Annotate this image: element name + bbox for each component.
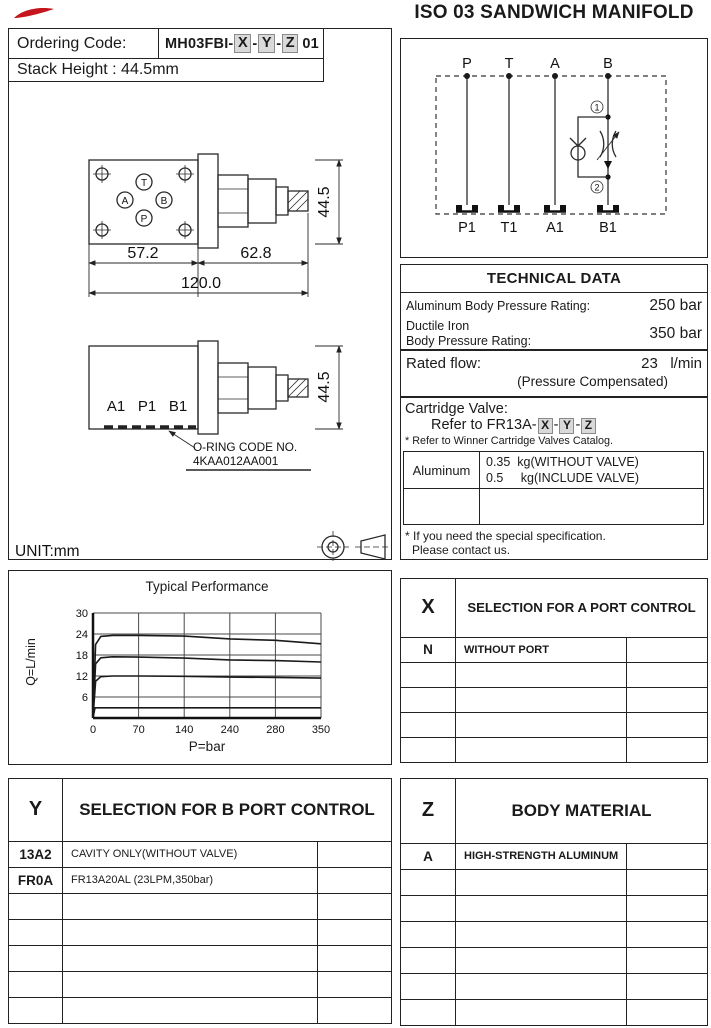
row-extra-cell [318, 920, 391, 945]
row-extra-cell [627, 948, 707, 973]
row-extra-cell [318, 894, 391, 919]
schem-port-b1: B1 [599, 220, 617, 236]
table-row [9, 894, 391, 920]
port-b-label: B [160, 196, 168, 207]
row-description [63, 972, 318, 997]
rated-flow-value: 23 l/min [641, 355, 702, 372]
technical-data-header: TECHNICAL DATA [401, 265, 707, 293]
code-prefix: MH03FBI- [165, 35, 234, 52]
row-extra-cell [627, 713, 707, 737]
technical-drawing [9, 29, 393, 561]
ordering-code-label: Ordering Code: [9, 29, 159, 58]
schem-port-p1: P1 [458, 220, 476, 236]
cart-box-x: X [538, 418, 553, 434]
oring-code-number: 4KAA012AA001 [193, 454, 279, 468]
table-row [401, 738, 707, 763]
table-row [401, 922, 707, 948]
row-extra-cell [627, 1000, 707, 1026]
stack-height-row: Stack Height : 44.5mm [9, 59, 324, 82]
schem-port-p: P [462, 56, 472, 72]
weight-include-valve: 0.5 kg(INCLUDE VALVE) [486, 471, 640, 486]
svg-text:0: 0 [89, 724, 97, 736]
row-code [401, 738, 456, 763]
row-extra-cell [627, 638, 707, 662]
table-y-code: Y [9, 779, 63, 841]
row-extra-cell [627, 974, 707, 999]
row-extra-cell [318, 998, 391, 1024]
oring-callout [169, 431, 311, 470]
dimensions-side-view [315, 346, 343, 429]
table-x-code: X [401, 579, 456, 637]
selection-table-a-port [400, 578, 708, 763]
chart-title: Typical Performance [145, 579, 269, 594]
table-row [401, 896, 707, 922]
cart-box-z: Z [581, 418, 595, 434]
dim-57-2: 57.2 [127, 245, 159, 262]
row-extra-cell [627, 688, 707, 712]
row-code [401, 974, 456, 999]
row-code [401, 948, 456, 973]
row-description: HIGH-STRENGTH ALUMINUM [456, 844, 627, 869]
port-p-label: P [140, 214, 148, 225]
cartridge-valve-ref [405, 417, 703, 434]
row-code [401, 922, 456, 947]
row-code: N [401, 638, 456, 662]
port-markers [117, 174, 172, 226]
cartridge-valve-section [401, 398, 707, 451]
iron-pressure-row [401, 319, 707, 351]
row-description [456, 688, 627, 712]
row-extra-cell [318, 868, 391, 893]
table-y-title: SELECTION FOR B PORT CONTROL [79, 799, 375, 819]
row-extra-cell [627, 663, 707, 687]
svg-text:12: 12 [75, 671, 88, 683]
row-code [9, 894, 63, 919]
cartridge-valve-profile [198, 154, 308, 248]
chart-y-axis-label: Q=L/min [24, 638, 38, 686]
curve-3lpm [93, 708, 321, 718]
row-description: CAVITY ONLY(WITHOUT VALVE) [63, 842, 318, 867]
cart-sep1: - [553, 417, 559, 433]
row-code [9, 972, 63, 997]
dimensions-top-view [89, 160, 343, 297]
svg-text:6: 6 [81, 692, 88, 704]
side-port-b1: B1 [168, 398, 188, 415]
flow-lines [467, 76, 608, 205]
row-extra-cell [627, 738, 707, 763]
iron-pressure-value: 350 bar [649, 325, 702, 342]
unit-label: UNIT:mm [15, 543, 80, 560]
table-z-header [401, 779, 707, 844]
row-description [456, 663, 627, 687]
weight-material: Aluminum [404, 452, 480, 488]
weight-without-valve: 0.35 kg(WITHOUT VALVE) [486, 455, 639, 469]
table-z-title: BODY MATERIAL [511, 800, 652, 820]
cart-box-y: Y [559, 418, 574, 434]
hydraulic-schematic-box [400, 38, 708, 258]
code-box-y: Y [258, 34, 275, 53]
svg-text:140: 140 [175, 724, 194, 736]
table-row [9, 998, 391, 1024]
port-a-label: A [121, 196, 129, 207]
table-row [401, 713, 707, 738]
side-view [89, 341, 343, 470]
table-row [9, 920, 391, 946]
hydraulic-schematic [401, 39, 709, 259]
port-t-label: T [140, 178, 148, 189]
dim-62-8: 62.8 [240, 245, 272, 262]
table-row [401, 974, 707, 1000]
technical-data-box [400, 264, 708, 560]
iron-pressure-label-2: Body Pressure Rating: [406, 334, 532, 348]
schem-port-t: T [504, 56, 514, 72]
special-spec-note [401, 527, 707, 559]
table-y-body [9, 842, 391, 1024]
svg-text:24: 24 [75, 629, 88, 641]
row-code [9, 920, 63, 945]
row-code [9, 946, 63, 971]
row-code: 13A2 [9, 842, 63, 867]
rated-flow-row [401, 351, 707, 398]
table-row [9, 972, 391, 998]
projection-symbol-icon [317, 531, 391, 561]
table-row [401, 870, 707, 896]
dim-44-5-side: 44.5 [316, 371, 333, 403]
table-row [401, 638, 707, 663]
row-description [456, 713, 627, 737]
row-code [9, 998, 63, 1024]
code-box-x: X [234, 34, 251, 53]
body-material-table [400, 778, 708, 1026]
chart-x-axis-label: P=bar [188, 739, 226, 754]
row-description: FR13A20AL (23LPM,350bar) [63, 868, 318, 893]
page-title: ISO 03 SANDWICH MANIFOLD [414, 2, 694, 23]
row-code [401, 688, 456, 712]
row-description [456, 1000, 627, 1026]
cartridge-footnote: * Refer to Winner Cartridge Valves Catalog. [405, 434, 614, 447]
row-code [401, 713, 456, 737]
code-suffix: 01 [302, 35, 319, 52]
row-extra-cell [627, 922, 707, 947]
svg-text:240: 240 [220, 724, 239, 736]
schem-port-a: A [550, 56, 560, 72]
schem-port-b: B [603, 56, 613, 72]
node-1-label: 1 [594, 102, 600, 113]
row-code [401, 870, 456, 895]
top-view [89, 154, 343, 297]
row-code: A [401, 844, 456, 869]
table-z-body [401, 844, 707, 1026]
table-row [9, 946, 391, 972]
row-extra-cell [627, 896, 707, 921]
dim-44-5-top: 44.5 [316, 186, 333, 218]
table-x-header [401, 579, 707, 638]
row-description [456, 922, 627, 947]
bottom-port-symbols [456, 205, 619, 212]
table-x-title: SELECTION FOR A PORT CONTROL [467, 600, 696, 616]
cart-sep2: - [575, 417, 581, 433]
oring-code-label: O-RING CODE NO. [193, 440, 298, 454]
special-spec-note-2: Please contact us. [412, 543, 511, 558]
row-extra-cell [627, 870, 707, 895]
code-box-z: Z [282, 34, 298, 53]
table-row [401, 688, 707, 713]
row-extra-cell [627, 844, 707, 869]
row-extra-cell [318, 842, 391, 867]
code-sep2: - [276, 35, 282, 52]
special-spec-note-1: * If you need the special specification. [405, 529, 606, 543]
row-description [63, 998, 318, 1024]
table-row [401, 948, 707, 974]
table-row [9, 842, 391, 868]
row-code: FR0A [9, 868, 63, 893]
svg-text:280: 280 [266, 724, 285, 736]
row-description [456, 896, 627, 921]
weight-empty-row [404, 488, 703, 524]
table-y-header [9, 779, 391, 842]
selection-table-b-port [8, 778, 392, 1024]
svg-text:350: 350 [311, 724, 331, 736]
row-description [63, 920, 318, 945]
table-z-code: Z [401, 779, 456, 843]
row-code [401, 1000, 456, 1026]
iron-pressure-label-1: Ductile Iron [406, 319, 470, 333]
row-description [456, 870, 627, 895]
schem-port-a1: A1 [546, 220, 564, 236]
drawing-panel [8, 28, 392, 560]
svg-text:70: 70 [132, 724, 145, 736]
row-description: WITHOUT PORT [456, 638, 627, 662]
side-port-a1: A1 [106, 398, 126, 415]
table-row [401, 663, 707, 688]
rated-flow-note: (Pressure Compensated) [517, 374, 668, 389]
aluminum-pressure-value: 250 bar [649, 297, 702, 314]
svg-text:30: 30 [75, 608, 88, 620]
weight-table [403, 451, 704, 525]
row-description [63, 894, 318, 919]
cart-ref-prefix: Refer to FR13A- [431, 417, 537, 433]
performance-chart [9, 571, 393, 766]
row-code [401, 663, 456, 687]
row-code [401, 896, 456, 921]
aluminum-pressure-row [401, 293, 707, 319]
curve-17lpm [93, 657, 321, 718]
row-extra-cell [318, 946, 391, 971]
performance-chart-panel [8, 570, 392, 765]
code-sep1: - [252, 35, 258, 52]
table-row [401, 1000, 707, 1026]
rated-flow-label: Rated flow: [406, 355, 482, 372]
row-extra-cell [318, 972, 391, 997]
cartridge-valve-label: Cartridge Valve: [405, 401, 508, 417]
svg-text:18: 18 [75, 650, 88, 662]
row-description [456, 974, 627, 999]
table-x-body [401, 638, 707, 763]
node-2-label: 2 [594, 182, 600, 193]
schem-port-t1: T1 [500, 220, 518, 236]
side-port-p1: P1 [137, 398, 157, 415]
table-row [9, 868, 391, 894]
row-description [456, 948, 627, 973]
brand-logo-swoosh [12, 5, 56, 23]
aluminum-pressure-label: Aluminum Body Pressure Rating: [406, 299, 591, 313]
table-row [401, 844, 707, 870]
flow-control-valve-symbol [570, 101, 619, 193]
row-description [63, 946, 318, 971]
dim-120: 120.0 [180, 275, 222, 292]
mounting-holes-icon [93, 165, 194, 239]
row-description [456, 738, 627, 763]
